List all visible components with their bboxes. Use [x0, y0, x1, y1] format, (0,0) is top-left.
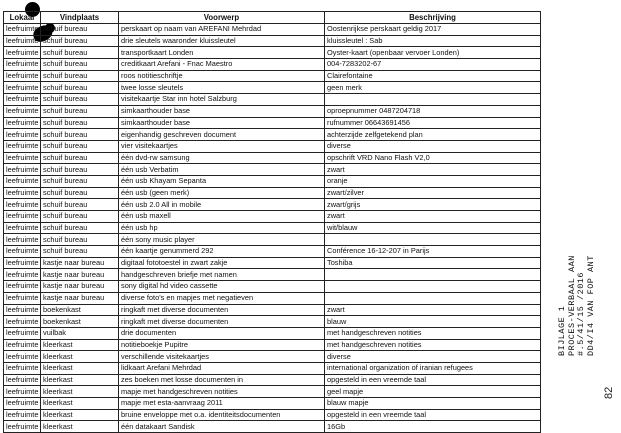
table-row — [4, 47, 541, 59]
table-row — [4, 70, 541, 82]
cell-voorwerp: één kaartje genummerd 292 — [119, 246, 325, 258]
cell-beschrijving: achterzijde zelfgetekend plan — [325, 129, 541, 141]
cell-beschrijving — [325, 292, 541, 304]
table-row — [4, 269, 541, 281]
cell-vindplaats: schuif bureau — [41, 199, 119, 211]
cell-lokaal: leefruimte — [4, 374, 41, 386]
cell-beschrijving: Clairefontaine — [325, 70, 541, 82]
table-row — [4, 351, 541, 363]
cell-lokaal: leefruimte — [4, 140, 41, 152]
cell-vindplaats: schuif bureau — [41, 211, 119, 223]
cell-vindplaats: schuif bureau — [41, 222, 119, 234]
cell-lokaal: leefruimte — [4, 70, 41, 82]
cell-beschrijving: Toshiba — [325, 257, 541, 269]
cell-voorwerp: één usb (geen merk) — [119, 187, 325, 199]
cell-beschrijving: 004-7283202-67 — [325, 59, 541, 71]
cell-beschrijving: 16Gb — [325, 421, 541, 433]
cell-lokaal: leefruimte — [4, 82, 41, 94]
cell-voorwerp: drie sleutels waaronder kluissleutel — [119, 35, 325, 47]
cell-voorwerp: verschillende visitekaartjes — [119, 351, 325, 363]
cell-voorwerp: notitieboekje Pupitre — [119, 339, 325, 351]
cell-voorwerp: diverse foto's en mapjes met negatieven — [119, 292, 325, 304]
header-beschrijving: Beschrijving — [325, 12, 541, 24]
cell-beschrijving: oproepnummer 0487204718 — [325, 105, 541, 117]
table-row — [4, 94, 541, 106]
cell-vindplaats: boekenkast — [41, 316, 119, 328]
cell-voorwerp: perskaart op naam van AREFANI Mehrdad — [119, 24, 325, 36]
cell-beschrijving: Conférence 16-12-207 in Parijs — [325, 246, 541, 258]
cell-voorwerp: één usb Khayam Sepanta — [119, 175, 325, 187]
cell-voorwerp: mapje met handgeschreven notities — [119, 386, 325, 398]
cell-lokaal: leefruimte — [4, 24, 41, 36]
cell-voorwerp: roos notitieschriftje — [119, 70, 325, 82]
cell-vindplaats: schuif bureau — [41, 24, 119, 36]
cell-beschrijving: zwart — [325, 211, 541, 223]
table-row — [4, 421, 541, 433]
cell-voorwerp: mapje met esta-aanvraag 2011 — [119, 398, 325, 410]
cell-beschrijving: diverse — [325, 351, 541, 363]
cell-lokaal: leefruimte — [4, 35, 41, 47]
cell-vindplaats: vuilbak — [41, 327, 119, 339]
cell-beschrijving — [325, 269, 541, 281]
cell-lokaal: leefruimte — [4, 152, 41, 164]
cell-vindplaats: schuif bureau — [41, 152, 119, 164]
cell-voorwerp: transportkaart Londen — [119, 47, 325, 59]
table-row — [4, 292, 541, 304]
cell-voorwerp: simkaarthouder base — [119, 117, 325, 129]
stamp-line: #.5/41/15 /2016 — [576, 271, 587, 356]
cell-beschrijving: met handgeschreven notities — [325, 327, 541, 339]
cell-beschrijving: opgesteld in een vreemde taal — [325, 374, 541, 386]
cell-beschrijving: blauw mapje — [325, 398, 541, 410]
table-row — [4, 117, 541, 129]
cell-voorwerp: simkaarthouder base — [119, 105, 325, 117]
cell-lokaal: leefruimte — [4, 409, 41, 421]
cell-beschrijving: rufnummer 06643691456 — [325, 117, 541, 129]
cell-vindplaats: kastje naar bureau — [41, 269, 119, 281]
table-row — [4, 199, 541, 211]
cell-voorwerp: één datakaart Sandisk — [119, 421, 325, 433]
cell-beschrijving: opgesteld in een vreemde taal — [325, 409, 541, 421]
cell-voorwerp: één dvd-rw samsung — [119, 152, 325, 164]
cell-lokaal: leefruimte — [4, 362, 41, 374]
cell-vindplaats: schuif bureau — [41, 59, 119, 71]
cell-vindplaats: kleerkast — [41, 362, 119, 374]
cell-beschrijving: met handgeschreven notities — [325, 339, 541, 351]
table-row — [4, 59, 541, 71]
cell-vindplaats: schuif bureau — [41, 164, 119, 176]
table-row — [4, 211, 541, 223]
cell-voorwerp: drie documenten — [119, 327, 325, 339]
cell-beschrijving — [325, 281, 541, 293]
cell-lokaal: leefruimte — [4, 47, 41, 59]
cell-lokaal: leefruimte — [4, 339, 41, 351]
cell-voorwerp: één usb Verbatim — [119, 164, 325, 176]
cell-beschrijving: zwart — [325, 304, 541, 316]
cell-lokaal: leefruimte — [4, 199, 41, 211]
cell-voorwerp: vier visitekaartjes — [119, 140, 325, 152]
cell-vindplaats: kleerkast — [41, 421, 119, 433]
cell-beschrijving: blauw — [325, 316, 541, 328]
table-header-row — [4, 12, 541, 24]
annex-stamp — [558, 255, 596, 356]
table-row — [4, 35, 541, 47]
cell-lokaal: leefruimte — [4, 386, 41, 398]
cell-voorwerp: twee losse sleutels — [119, 82, 325, 94]
cell-lokaal: leefruimte — [4, 421, 41, 433]
cell-vindplaats: kleerkast — [41, 398, 119, 410]
cell-voorwerp: één usb 2.0 All in mobile — [119, 199, 325, 211]
cell-vindplaats: kleerkast — [41, 374, 119, 386]
table-row — [4, 339, 541, 351]
cell-beschrijving: kluissleutel : Sab — [325, 35, 541, 47]
cell-beschrijving: opschrift VRD Nano Flash V2,0 — [325, 152, 541, 164]
table-row — [4, 140, 541, 152]
cell-vindplaats: kastje naar bureau — [41, 257, 119, 269]
cell-vindplaats: schuif bureau — [41, 35, 119, 47]
cell-vindplaats: schuif bureau — [41, 105, 119, 117]
table-row — [4, 222, 541, 234]
cell-beschrijving — [325, 234, 541, 246]
cell-vindplaats: kleerkast — [41, 339, 119, 351]
cell-vindplaats: schuif bureau — [41, 94, 119, 106]
cell-voorwerp: creditkaart Arefani - Fnac Maestro — [119, 59, 325, 71]
cell-lokaal: leefruimte — [4, 117, 41, 129]
table-row — [4, 187, 541, 199]
cell-beschrijving: Oostenrijkse perskaart geldig 2017 — [325, 24, 541, 36]
cell-lokaal: leefruimte — [4, 105, 41, 117]
cell-voorwerp: zes boeken met losse documenten in — [119, 374, 325, 386]
cell-voorwerp: eigenhandig geschreven document — [119, 129, 325, 141]
table-row — [4, 398, 541, 410]
cell-lokaal: leefruimte — [4, 187, 41, 199]
cell-beschrijving: geel mapje — [325, 386, 541, 398]
cell-vindplaats: kleerkast — [41, 351, 119, 363]
cell-vindplaats: schuif bureau — [41, 47, 119, 59]
cell-voorwerp: visitekaartje Star inn hotel Salzburg — [119, 94, 325, 106]
table-row — [4, 304, 541, 316]
cell-vindplaats: schuif bureau — [41, 82, 119, 94]
table-row — [4, 281, 541, 293]
table-row — [4, 327, 541, 339]
cell-lokaal: leefruimte — [4, 292, 41, 304]
header-voorwerp: Voorwerp — [119, 12, 325, 24]
cell-lokaal: leefruimte — [4, 316, 41, 328]
cell-beschrijving: international organization of iranian refugees — [325, 362, 541, 374]
cell-lokaal: leefruimte — [4, 59, 41, 71]
cell-vindplaats: schuif bureau — [41, 129, 119, 141]
table-row — [4, 409, 541, 421]
cell-beschrijving: zwart/zilver — [325, 187, 541, 199]
cell-vindplaats: schuif bureau — [41, 70, 119, 82]
cell-lokaal: leefruimte — [4, 281, 41, 293]
cell-lokaal: leefruimte — [4, 269, 41, 281]
table-row — [4, 152, 541, 164]
cell-lokaal: leefruimte — [4, 175, 41, 187]
cell-lokaal: leefruimte — [4, 304, 41, 316]
cell-vindplaats: schuif bureau — [41, 175, 119, 187]
cell-voorwerp: handgeschreven briefje met namen — [119, 269, 325, 281]
cell-voorwerp: sony digital hd video cassette — [119, 281, 325, 293]
cell-vindplaats: schuif bureau — [41, 246, 119, 258]
stamp-line: BIJLAGE 1 — [557, 305, 567, 356]
cell-vindplaats: schuif bureau — [41, 117, 119, 129]
cell-voorwerp: één usb hp — [119, 222, 325, 234]
cell-beschrijving: diverse — [325, 140, 541, 152]
table-row — [4, 129, 541, 141]
table-row — [4, 175, 541, 187]
cell-beschrijving — [325, 94, 541, 106]
table-row — [4, 82, 541, 94]
cell-vindplaats: schuif bureau — [41, 140, 119, 152]
table-row — [4, 386, 541, 398]
cell-voorwerp: lidkaart Arefani Mehrdad — [119, 362, 325, 374]
cell-beschrijving: wit/blauw — [325, 222, 541, 234]
inventory-table — [3, 11, 541, 433]
header-lokaal: Lokaal — [4, 12, 41, 24]
cell-voorwerp: bruine enveloppe met o.a. identiteitsdocumenten — [119, 409, 325, 421]
cell-voorwerp: digitaal fototoestel in zwart zakje — [119, 257, 325, 269]
table-body — [4, 24, 541, 433]
cell-lokaal: leefruimte — [4, 94, 41, 106]
table-row — [4, 105, 541, 117]
cell-lokaal: leefruimte — [4, 222, 41, 234]
cell-voorwerp: één sony music player — [119, 234, 325, 246]
cell-voorwerp: ringkaft met diverse documenten — [119, 304, 325, 316]
cell-vindplaats: schuif bureau — [41, 187, 119, 199]
table-row — [4, 234, 541, 246]
cell-voorwerp: ringkaft met diverse documenten — [119, 316, 325, 328]
cell-beschrijving: zwart — [325, 164, 541, 176]
cell-vindplaats: schuif bureau — [41, 234, 119, 246]
table-row — [4, 374, 541, 386]
cell-beschrijving: zwart/grijs — [325, 199, 541, 211]
cell-lokaal: leefruimte — [4, 257, 41, 269]
table-row — [4, 316, 541, 328]
page-number: 82 — [603, 386, 615, 399]
cell-lokaal: leefruimte — [4, 164, 41, 176]
cell-lokaal: leefruimte — [4, 351, 41, 363]
cell-lokaal: leefruimte — [4, 129, 41, 141]
cell-beschrijving: geen merk — [325, 82, 541, 94]
table-row — [4, 362, 541, 374]
cell-lokaal: leefruimte — [4, 246, 41, 258]
table-row — [4, 164, 541, 176]
table-row — [4, 257, 541, 269]
cell-beschrijving: oranje — [325, 175, 541, 187]
stamp-line: DD4/I4 VAN FOP ANT — [585, 255, 596, 356]
cell-beschrijving: Oyster-kaart (openbaar vervoer Londen) — [325, 47, 541, 59]
stamp-line: PROCES-VERBAAL AAN — [566, 255, 577, 356]
cell-vindplaats: kleerkast — [41, 409, 119, 421]
table-row — [4, 246, 541, 258]
cell-lokaal: leefruimte — [4, 211, 41, 223]
cell-vindplaats: boekenkast — [41, 304, 119, 316]
cell-vindplaats: kastje naar bureau — [41, 281, 119, 293]
cell-vindplaats: kleerkast — [41, 386, 119, 398]
cell-lokaal: leefruimte — [4, 234, 41, 246]
cell-vindplaats: kastje naar bureau — [41, 292, 119, 304]
cell-voorwerp: één usb maxell — [119, 211, 325, 223]
cell-lokaal: leefruimte — [4, 398, 41, 410]
cell-lokaal: leefruimte — [4, 327, 41, 339]
header-vindplaats: Vindplaats — [41, 12, 119, 24]
table-row — [4, 24, 541, 36]
